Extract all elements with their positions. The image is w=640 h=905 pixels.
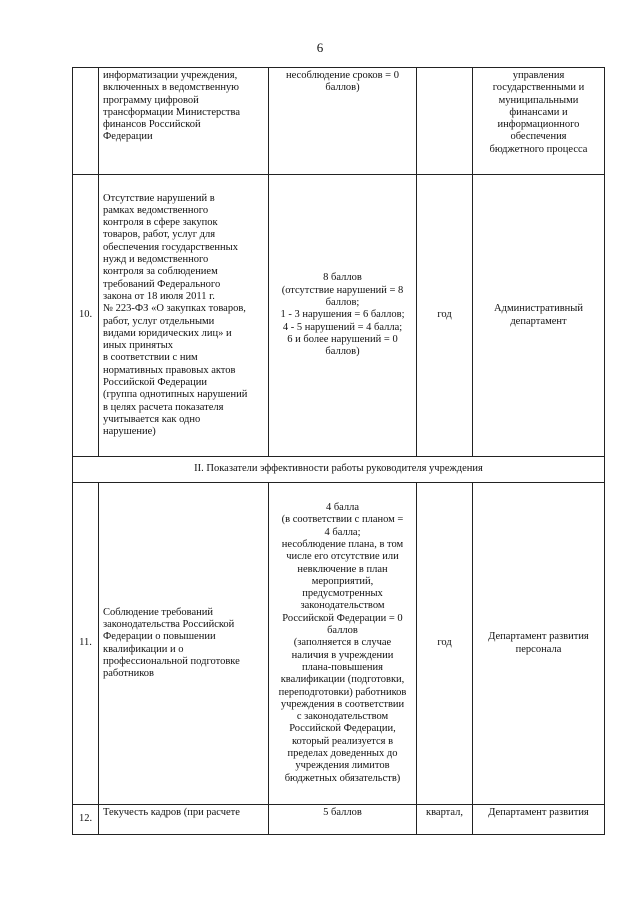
points-cell-line: баллов;: [325, 297, 360, 309]
points-cell-line: баллов): [325, 82, 360, 94]
points-cell: [269, 805, 417, 835]
criterion-cell-line: требований Федерального: [103, 278, 221, 290]
points-cell-line: который реализуется в: [291, 735, 394, 747]
period-cell-text: год: [437, 637, 452, 649]
responsible-cell-line: государственными и: [492, 82, 585, 94]
points-cell-line: мероприятий,: [311, 575, 374, 587]
responsible-cell: [473, 175, 605, 457]
criterion-cell-line: в целях расчета показателя: [103, 401, 224, 413]
period-cell-text: год: [437, 309, 452, 321]
criterion-cell-line: трансформации Министерства: [103, 106, 240, 118]
criterion-cell-line: Федерации: [103, 131, 153, 143]
indicators-table-body: [73, 68, 605, 835]
criterion-cell: [99, 805, 269, 835]
criterion-cell-line: квалификации и о: [103, 643, 184, 655]
criterion-cell-line: рамках ведомственного: [103, 204, 209, 216]
table-row: [73, 68, 605, 175]
criterion-cell-line: нужд и ведомственного: [103, 254, 209, 266]
criterion-cell-line: контроля за соблюдением: [103, 266, 218, 278]
points-cell-line: 4 балла: [325, 502, 360, 514]
row-number: [73, 805, 99, 835]
criterion-cell-line: информатизации учреждения,: [103, 70, 238, 81]
criterion-cell-line: (группа однотипных нарушений: [103, 389, 248, 401]
responsible-cell-line: персонала: [515, 643, 562, 655]
points-cell-line: (в соответствии с планом =: [281, 514, 404, 526]
responsible-cell-line: управления: [512, 70, 565, 81]
points-cell-line: квалификации (подготовки,: [280, 674, 405, 686]
criterion-cell-line: № 223-ФЗ «О закупках товаров,: [103, 303, 246, 315]
responsible-cell-line: финансами и: [509, 106, 568, 118]
criterion-cell-line: иных принятых: [103, 340, 173, 352]
points-cell-line: бюджетных обязательств): [284, 772, 401, 784]
responsible-cell-line: информационного: [497, 119, 580, 131]
points-cell-line: наличия в учреждении: [291, 649, 394, 661]
criterion-cell-line: законодательства Российской: [103, 618, 235, 630]
criterion-cell-line: программу цифровой: [103, 94, 199, 106]
criterion-cell-line: Российской Федерации: [103, 376, 207, 388]
responsible-cell-line: Департамент развития: [488, 631, 589, 643]
points-cell-line: 8 баллов: [323, 272, 362, 284]
criterion-cell-line: товаров, работ, услуг для: [103, 229, 216, 241]
points-cell-line: учреждения лимитов: [295, 760, 390, 772]
table-row: [73, 175, 605, 457]
points-cell-line: 6 и более нарушений = 0: [287, 333, 398, 345]
points-cell-line: 1 - 3 нарушения = 6 баллов;: [280, 309, 405, 321]
row-number: [73, 68, 99, 175]
points-cell-line: Российской Федерации,: [289, 723, 396, 735]
criterion-cell-line: включенных в ведомственную: [103, 82, 240, 94]
points-cell-line: баллов): [325, 346, 360, 358]
criterion-cell: [99, 483, 269, 805]
criterion-cell-line: учитывается как одно: [103, 413, 201, 425]
row-number-text: 11.: [79, 637, 92, 649]
responsible-cell-line: обеспечения: [510, 131, 567, 143]
points-cell-line: (отсутствие нарушений = 8: [281, 284, 404, 296]
points-cell-line: (заполняется в случае: [293, 637, 392, 649]
responsible-cell-line: департамент: [510, 315, 567, 327]
criterion-cell-line: Отсутствие нарушений в: [103, 192, 215, 204]
row-number-text: 10.: [78, 309, 93, 321]
section-row: [73, 457, 605, 483]
criterion-cell: [99, 68, 269, 175]
criterion-cell-line: профессиональной подготовке: [103, 655, 240, 667]
points-cell-line: переподготовки) работников: [278, 686, 407, 698]
points-cell-line: несоблюдение сроков = 0: [286, 70, 399, 81]
period-cell: [417, 483, 473, 805]
points-cell-line: несоблюдение плана, в том: [281, 538, 404, 550]
criterion-cell-line: Федерации о повышении: [103, 631, 216, 643]
criterion-cell-line: работ, услуг отдельными: [103, 315, 215, 327]
criterion-cell-line: нарушение): [103, 426, 156, 438]
points-cell-line: числе его отсутствие или: [286, 551, 399, 563]
table-row: [73, 483, 605, 805]
responsible-cell-line: Административный: [494, 303, 583, 315]
criterion-cell-line: Соблюдение требований: [103, 606, 213, 618]
row-number-text: 12.: [78, 813, 93, 825]
period-cell-text: квартал,: [425, 807, 464, 818]
period-cell: [417, 805, 473, 835]
responsible-cell-line: бюджетного процесса: [489, 143, 588, 155]
points-cell-line: предусмотренных: [302, 588, 383, 600]
points-cell-line: невключение в план: [297, 563, 388, 575]
row-number: [73, 175, 99, 457]
points-cell-line: законодательством: [300, 600, 385, 612]
period-cell: [417, 68, 473, 175]
points-cell-line: 5 баллов: [323, 807, 362, 818]
points-cell-line: пределах доведенных до: [287, 748, 398, 760]
criterion-cell-line: закона от 18 июля 2011 г.: [103, 290, 215, 302]
section-heading: II. Показатели эффективности работы руководителя учреждения: [73, 457, 605, 483]
responsible-cell-line: Департамент развития: [488, 807, 589, 818]
criterion-cell-line: в соответствии с ним: [103, 352, 198, 364]
points-cell-line: 4 балла;: [324, 526, 361, 538]
responsible-cell: [473, 805, 605, 835]
criterion-cell-line: финансов Российской: [103, 119, 201, 131]
criterion-cell-line: видами юридических лиц» и: [103, 327, 232, 339]
criterion-cell-line: работников: [103, 668, 154, 680]
points-cell: [269, 175, 417, 457]
criterion-cell-line: Текучесть кадров (при расчете: [103, 807, 240, 818]
points-cell-line: с законодательством: [296, 711, 389, 723]
period-cell: [417, 175, 473, 457]
page-number: 6: [316, 40, 324, 55]
points-cell-line: Российской Федерации = 0: [282, 612, 403, 624]
points-cell-line: учреждения в соответствии: [280, 698, 405, 710]
criterion-cell: [99, 175, 269, 457]
points-cell: [269, 68, 417, 175]
responsible-cell: [473, 68, 605, 175]
criterion-cell-line: нормативных правовых актов: [103, 364, 236, 376]
responsible-cell: [473, 483, 605, 805]
points-cell-line: плана-повышения: [302, 661, 383, 673]
points-cell-line: 4 - 5 нарушений = 4 балла;: [282, 321, 403, 333]
table-row: [73, 805, 605, 835]
points-cell: [269, 483, 417, 805]
criterion-cell-line: обеспечения государственных: [103, 241, 238, 253]
criterion-cell-line: контроля в сфере закупок: [103, 217, 218, 229]
row-number: [73, 483, 99, 805]
responsible-cell-line: муниципальными: [498, 94, 579, 106]
points-cell-line: баллов: [327, 625, 358, 637]
indicators-table: [72, 67, 605, 835]
